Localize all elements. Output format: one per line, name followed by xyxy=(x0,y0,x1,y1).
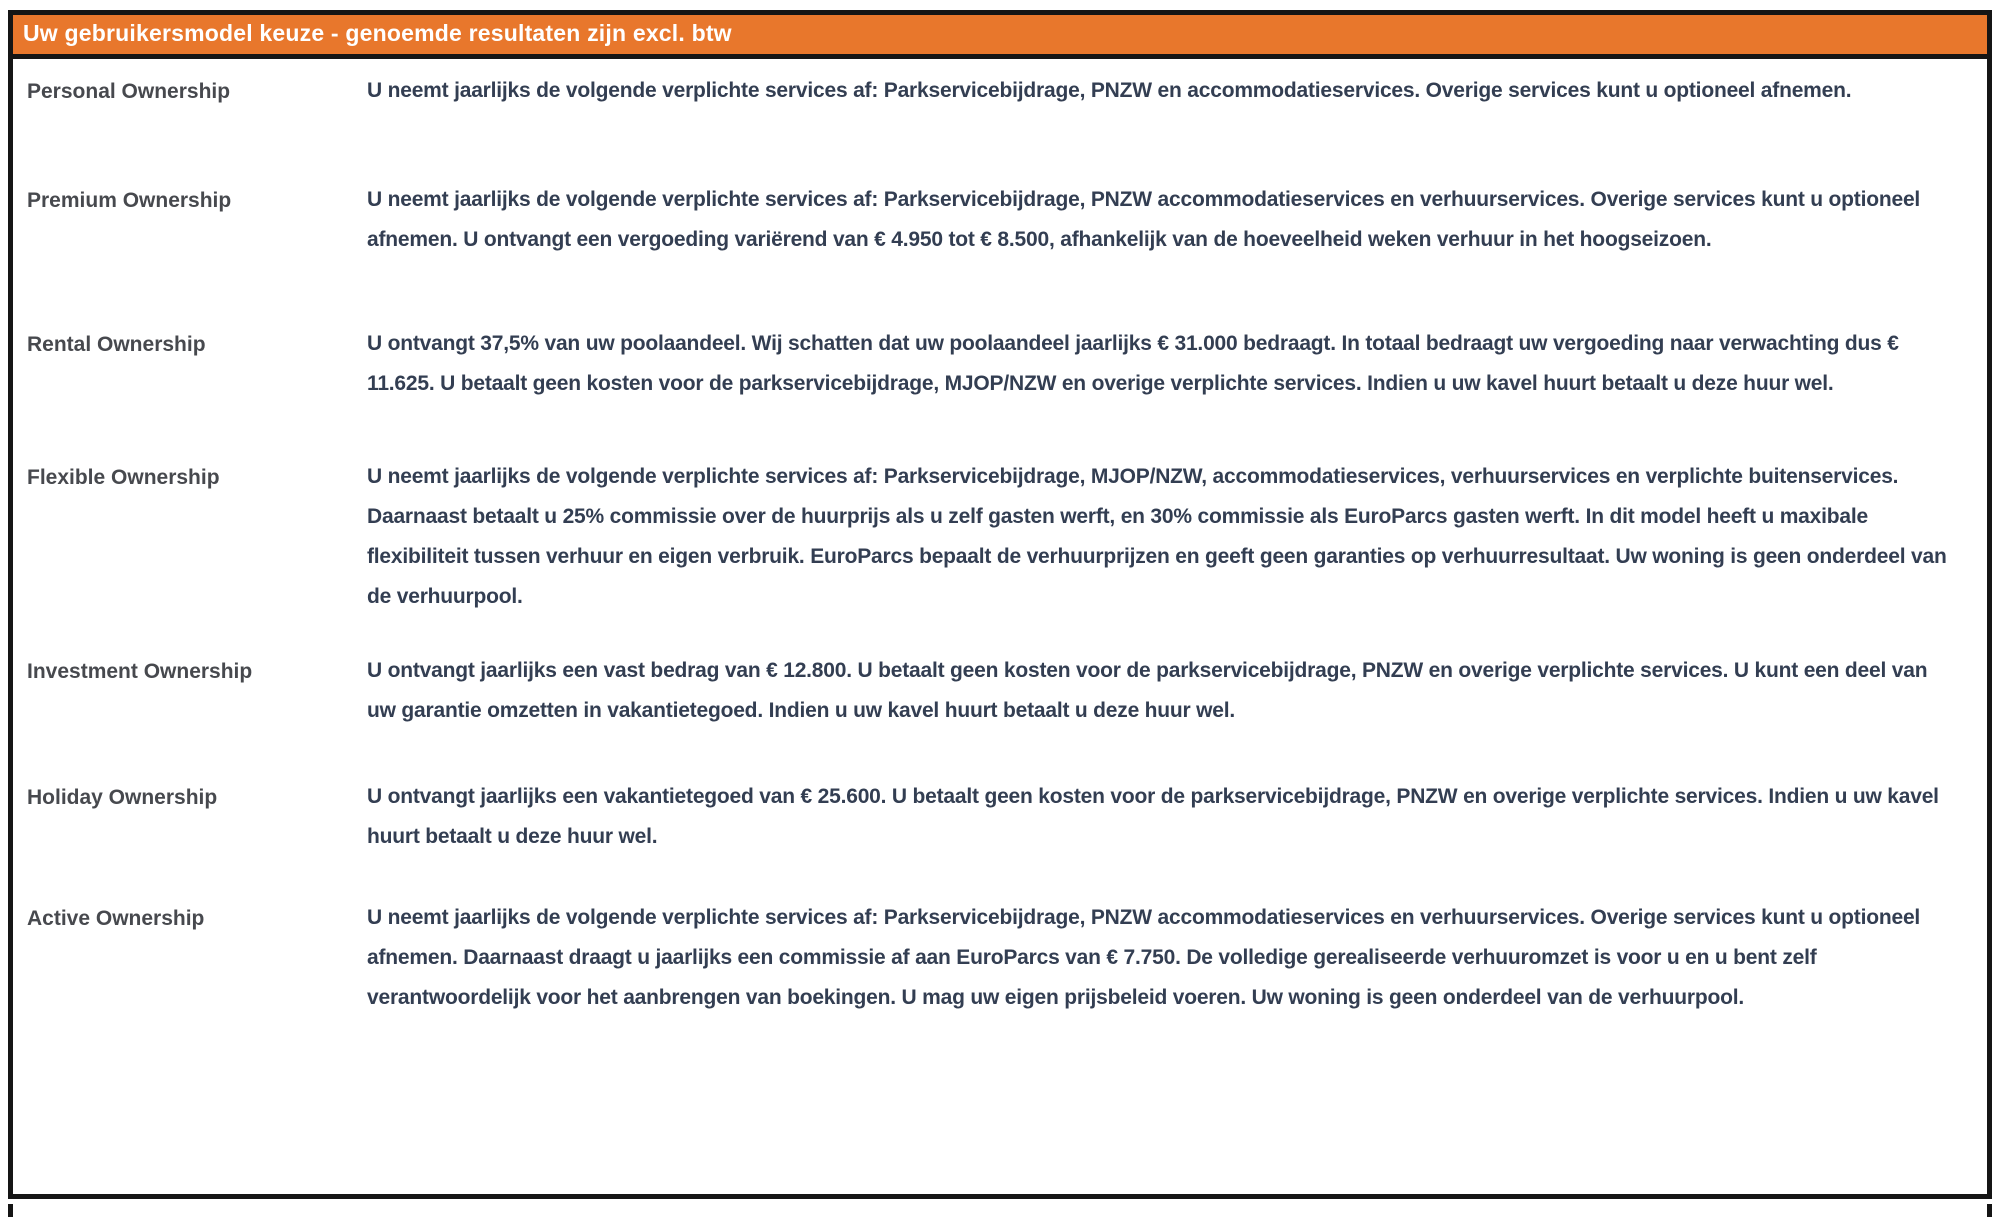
table-row xyxy=(27,777,1957,857)
ownership-model-description: U ontvangt 37,5% van uw poolaandeel. Wij schatten dat uw poolaandeel jaarlijks € 31.000 bedraagt. In totaal bedraagt uw vergoeding naar verwachting dus € 11.625. U betaalt geen kosten voor de parkservicebijdrage, MJOP/NZW en overige verplichte services. Indien u uw kavel huurt betaalt u deze huur wel. xyxy=(367,332,1899,395)
ownership-model-label: Investment Ownership xyxy=(27,660,253,683)
next-table-row-sliver xyxy=(8,1204,1992,1217)
table-row xyxy=(27,457,1957,617)
ownership-model-description: U ontvangt jaarlijks een vast bedrag van € 12.800. U betaalt geen kosten voor de parkservicebijdrage, PNZW en overige verplichte services. U kunt een deel van uw garantie omzetten in vakantietegoed. Indien u uw kavel huurt betaalt u deze huur wel. xyxy=(367,659,1928,722)
ownership-model-label: Active Ownership xyxy=(27,907,205,930)
ownership-model-description: U neemt jaarlijks de volgende verplichte services af: Parkservicebijdrage, PNZW accommodatieservices en verhuurservices. Overige services kunt u optioneel afnemen. Daarnaast draagt u jaarlijks een commissie af aan EuroParcs van € 7.750. De volledige gerealiseerde verhuuromzet is voor u en u bent zelf verantwoordelijk voor het aanbrengen van boekingen. U mag uw eigen prijsbeleid voeren. Uw woning is geen onderdeel van de verhuurpool. xyxy=(367,906,1921,1009)
table-title: Uw gebruikersmodel keuze - genoemde resultaten zijn excl. btw xyxy=(23,20,732,46)
ownership-models-table xyxy=(8,10,1992,1199)
ownership-model-label: Premium Ownership xyxy=(27,189,232,212)
ownership-model-description: U neemt jaarlijks de volgende verplichte services af: Parkservicebijdrage, PNZW en accommodatieservices. Overige services kunt u optioneel afnemen. xyxy=(367,79,1852,102)
table-row xyxy=(27,651,1957,731)
table-row xyxy=(27,180,1957,260)
ownership-model-label: Rental Ownership xyxy=(27,333,206,356)
ownership-model-label: Flexible Ownership xyxy=(27,466,220,489)
table-row xyxy=(27,898,1957,1018)
ownership-model-label: Personal Ownership xyxy=(27,80,231,103)
ownership-model-description: U neemt jaarlijks de volgende verplichte services af: Parkservicebijdrage, PNZW accommodatieservices en verhuurservices. Overige services kunt u optioneel afnemen. U ontvangt een vergoeding variërend van € 4.950 tot € 8.500, afhankelijk van de hoeveelheid weken verhuur in het hoogseizoen. xyxy=(367,188,1921,251)
table-row xyxy=(27,324,1957,404)
ownership-model-label: Holiday Ownership xyxy=(27,786,218,809)
table-header-bar xyxy=(13,15,1987,59)
ownership-model-description: U ontvangt jaarlijks een vakantietegoed van € 25.600. U betaalt geen kosten voor de parkservicebijdrage, PNZW en overige verplichte services. Indien u uw kavel huurt betaalt u deze huur wel. xyxy=(367,785,1939,848)
table-row xyxy=(27,71,1957,112)
ownership-model-description: U neemt jaarlijks de volgende verplichte services af: Parkservicebijdrage, MJOP/NZW, accommodatieservices, verhuurservices en verplichte buitenservices. Daarnaast betaalt u 25% commissie over de huurprijs als u zelf gasten werft, en 30% commissie als EuroParcs gasten werft. In dit model heeft u maxibale flexibiliteit tussen verhuur en eigen verbruik. EuroParcs bepaalt de verhuurprijzen en geeft geen garanties op verhuurresultaat. Uw woning is geen onderdeel van de verhuurpool. xyxy=(367,465,1947,608)
table-body xyxy=(13,59,1987,1038)
